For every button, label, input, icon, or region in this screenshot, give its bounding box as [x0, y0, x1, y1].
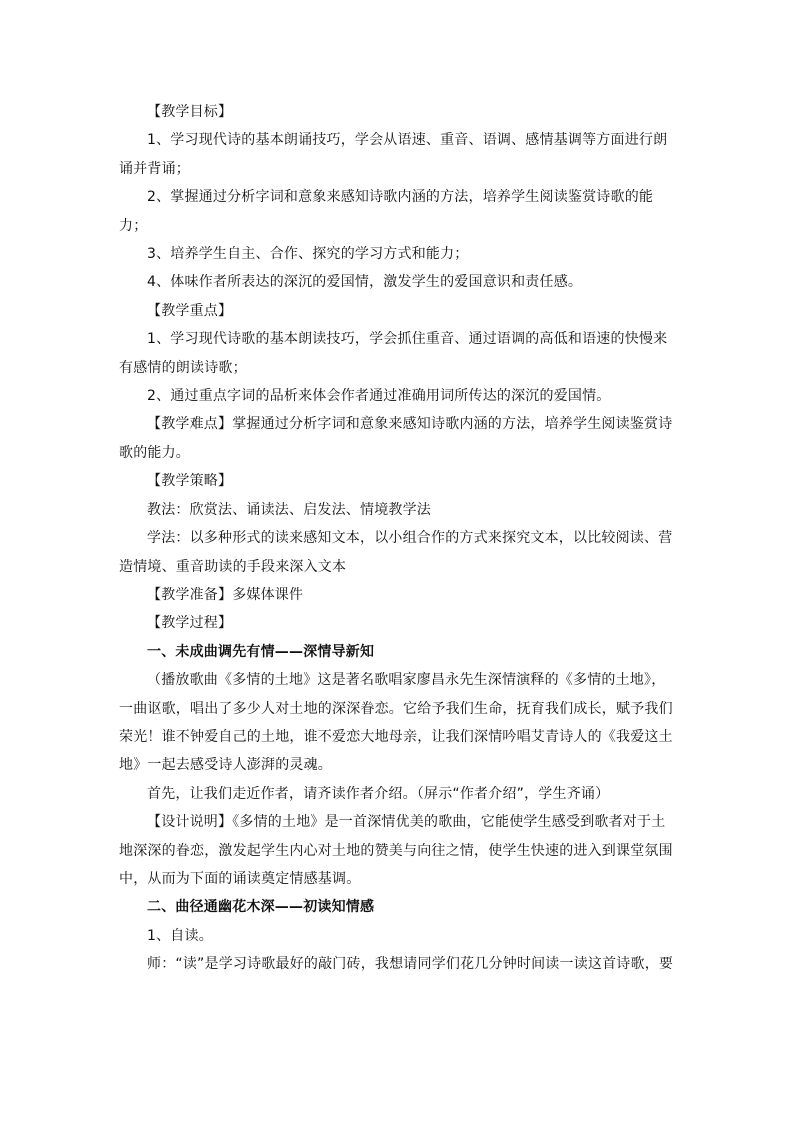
self-reading-item: 1、自读。 — [147, 927, 213, 944]
goal-item-4: 4、体味作者所表达的深沉的爱国情，激发学生的爱国意识和责任感。 — [147, 274, 583, 291]
goal-item-1: 1、学习现代诗的基本朗诵技巧，学会从语速、重音、语调、感情基调等方面进行朗诵并背诵； — [119, 132, 668, 177]
intro-paragraph: （播放歌曲《多情的土地》这是著名歌唱家廖昌永先生深情演释的《多情的土地》，一曲讴歌，唱出了多少人对土地的深深眷恋。它给予我们生命，抚育我们成长，赋予我们荣光！谁不钟爱自己的土地，谁不爱恋大地母亲，让我们深情吟唱艾青诗人的《我爱这土地》一起去感受诗人澎湃的灵魂。 — [119, 672, 673, 774]
goal-item-2: 2、掌握通过分析字词和意象来感知诗歌内涵的方法，培养学生阅读鉴赏诗歌的能力； — [119, 189, 654, 234]
focus-item-2: 2、通过重点字词的品析来体会作者通过准确用词所传达的深沉的爱国情。 — [147, 388, 611, 405]
document-page — [119, 98, 679, 979]
focus-item-1: 1、学习现代诗歌的基本朗读技巧，学会抓住重音、通过语调的高低和语速的快慢来有感情的朗读诗歌； — [119, 331, 668, 376]
goal-item-3: 3、培养学生自主、合作、探究的学习方式和能力； — [147, 246, 469, 263]
heading-teaching-goals: 【教学目标】 — [147, 104, 233, 120]
design-note-paragraph: 【设计说明】《多情的土地》是一首深情优美的歌曲，它能使学生感受到歌者对于土地深深的眷恋，激发起学生内心对土地的赞美与向往之情，使学生快速的进入到课堂氛围中，从而为下面的诵读奠定情感基调。 — [119, 814, 673, 887]
author-intro-paragraph: 首先，让我们走近作者，请齐读作者介绍。（屏示“作者介绍”，学生齐诵） — [147, 785, 610, 802]
learning-method: 学法：以多种形式的读来感知文本，以小组合作的方式来探究文本，以比较阅读、营造情境、重音助读的手段来深入文本 — [119, 530, 673, 575]
section-heading-1: 一、未成曲调先有情——深情导新知 — [147, 643, 375, 660]
heading-teaching-focus: 【教学重点】 — [147, 302, 233, 319]
teaching-difficulty: 【教学难点】掌握通过分析字词和意象来感知诗歌内涵的方法，培养学生阅读鉴赏诗歌的能力。 — [119, 416, 673, 461]
heading-teaching-strategy: 【教学策略】 — [147, 473, 233, 490]
teaching-method: 教法：欣赏法、诵读法、启发法、情境教学法 — [147, 501, 431, 518]
section-heading-2: 二、曲径通幽花木深——初读知情感 — [147, 899, 375, 916]
teacher-prompt-paragraph: 师：“读”是学习诗歌最好的敲门砖，我想请同学们花几分钟时间读一读这首诗歌，要 — [147, 956, 674, 973]
heading-teaching-process: 【教学过程】 — [147, 615, 233, 632]
teaching-preparation: 【教学准备】多媒体课件 — [147, 586, 304, 603]
